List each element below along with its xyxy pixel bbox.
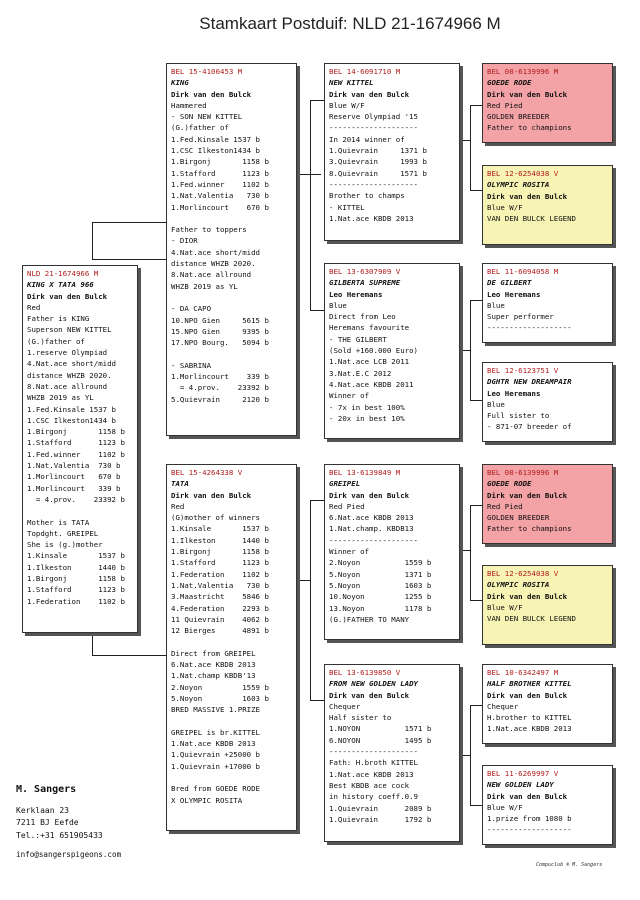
connector [92, 630, 93, 655]
pigeon-name: HALF BROTHER KITTEL [487, 679, 572, 689]
connector [460, 755, 470, 756]
pedigree-line: -------------------- [329, 535, 418, 545]
pigeon-name: TATA [171, 479, 189, 489]
pedigree-line: - 871-07 breeder of [487, 422, 572, 432]
connector [310, 100, 324, 101]
pedigree-line: distance WHZB 2020. [171, 259, 256, 269]
pigeon-name: KING [171, 78, 189, 88]
pedigree-line: 1.Quievrain 2089 b [329, 803, 432, 813]
pedigree-line: Brother to champs [329, 191, 405, 201]
pedigree-line: 12 Bierges 4891 b [171, 626, 269, 636]
pedigree-card-grandmother-paternal [324, 263, 460, 439]
pedigree-line: Reserve Olympiad '15 [329, 112, 418, 122]
breeder-name: Leo Heremans [487, 388, 541, 398]
pedigree-line: Father to toppers [171, 225, 247, 235]
pigeon-name: FROM NEW GOLDEN LADY [329, 679, 418, 689]
breeder-name: Leo Heremans [487, 289, 541, 299]
pedigree-line: 1.Birgonj 1158 b [171, 547, 269, 557]
connector [460, 140, 470, 141]
pedigree-line: 1.Quievrain 1792 b [329, 814, 432, 824]
pedigree-line: WHZB 2019 as YL [27, 393, 94, 403]
pedigree-line: in history coeff.0.9 [329, 792, 418, 802]
connector [470, 505, 482, 506]
pedigree-line: H.brother to KITTEL [487, 713, 572, 723]
pedigree-line: 1.Morlincourt 339 b [27, 483, 121, 493]
pedigree-line: 8.Nat.ace allround [27, 381, 108, 391]
ring-number: BEL 13-6139849 M [329, 468, 401, 477]
pedigree-line: 10.NPO Gien 5615 b [171, 315, 269, 325]
pedigree-line: 1.Fed.Kinsale 1537 b [27, 404, 116, 414]
pedigree-line: 4.Federation 2293 b [171, 603, 269, 613]
pedigree-line: BRED MASSIVE 1.PRIZE [171, 705, 260, 715]
pedigree-line: 5.Noyon 1603 b [329, 580, 432, 590]
pedigree-line: Topdght. GREIPEL [27, 528, 99, 538]
breeder-name: Dirk van den Bulck [329, 690, 410, 700]
pigeon-name: NEW KITTEL [329, 78, 374, 88]
owner-block [16, 784, 103, 842]
ring-number: BEL 12-6123751 V [487, 366, 559, 375]
pedigree-line: Blue [487, 399, 505, 409]
ring-number: BEL 15-4264338 V [171, 468, 243, 477]
pedigree-line: -------------------- [329, 123, 418, 133]
connector [470, 600, 482, 601]
breeder-name: Dirk van den Bulck [487, 89, 568, 99]
connector [92, 655, 166, 656]
pedigree-line: 6.Nat.ace KBDB 2013 [171, 660, 256, 670]
breeder-name: Dirk van den Bulck [329, 490, 410, 500]
connector [470, 105, 471, 190]
pedigree-card-grandfather-maternal [324, 464, 460, 640]
pedigree-line: 1.NOYON 1571 b [329, 724, 432, 734]
breeder-name: Dirk van den Bulck [487, 191, 568, 201]
pedigree-line [171, 213, 293, 224]
pedigree-line [171, 772, 293, 783]
pedigree-line: (Sold +160.000 Euro) [329, 346, 418, 356]
pedigree-line: Blue W/F [329, 100, 365, 110]
pedigree-line: Superson NEW KITTEL [27, 325, 112, 335]
pigeon-name: OLYMPIC ROSITA [487, 180, 550, 190]
pedigree-line: 1.Birgonj 1158 b [171, 157, 269, 167]
pedigree-line: Red [171, 501, 185, 511]
pedigree-line: 1.Stafford 1123 b [27, 438, 125, 448]
pedigree-line: Father to champions [487, 524, 572, 534]
pedigree-line: 1.Nat.Valentia 730 b [171, 580, 269, 590]
connector [470, 400, 482, 401]
pedigree-line: 1.Birgonj 1158 b [27, 574, 125, 584]
pedigree-line: 1.Birgonj 1158 b [27, 427, 125, 437]
pedigree-line: -------------------- [329, 747, 418, 757]
pedigree-line: 1.Kinsale 1537 b [27, 551, 125, 561]
ring-number: BEL 11-6094058 M [487, 267, 559, 276]
pedigree-line: 1.CSC Ilkeston1434 b [27, 415, 116, 425]
pedigree-line: Heremans favourite [329, 323, 410, 333]
pedigree-line: 1.Federation 1102 b [171, 569, 269, 579]
pedigree-line: 1.Stafford 1123 b [171, 168, 269, 178]
software-credit: Compuclub ® M. Sangers [536, 862, 603, 868]
pedigree-line: 1.Nat.ace KBDB 2013 [329, 213, 414, 223]
breeder-name: Dirk van den Bulck [329, 89, 410, 99]
pigeon-name: OLYMPIC ROSITA [487, 580, 550, 590]
connector [297, 580, 311, 581]
pedigree-line: (G.)FATHER TO MANY [329, 614, 410, 624]
pedigree-line: Blue W/F [487, 802, 523, 812]
connector [460, 550, 470, 551]
pedigree-line: - KITTEL [329, 202, 365, 212]
pedigree-card-mother [166, 464, 297, 831]
pedigree-line: 1.Nat.ace KBDB 2013 [171, 739, 256, 749]
pedigree-line: Blue W/F [487, 602, 523, 612]
breeder-name: Dirk van den Bulck [171, 89, 252, 99]
pigeon-name: DGHTR NEW DREAMPAIR [487, 377, 572, 387]
pedigree-line: Winner of [329, 391, 370, 401]
connector [460, 350, 470, 351]
pedigree-line: 6.NOYON 1495 b [329, 735, 432, 745]
ring-number: BEL 13-6307909 V [329, 267, 401, 276]
pedigree-line: - SABRINA [171, 360, 212, 370]
pedigree-line: - SON NEW KITTEL [171, 112, 243, 122]
pedigree-line: Super performer [487, 312, 554, 322]
connector [310, 174, 311, 310]
pedigree-card-father [166, 63, 297, 436]
pedigree-line: X OLYMPIC ROSITA [171, 795, 243, 805]
pedigree-line: 1.Ilkeston 1440 b [27, 562, 125, 572]
pedigree-line: 6.Nat.ace KBDB 2013 [329, 513, 414, 523]
pedigree-line: 1.Quievrain +17000 b [171, 761, 260, 771]
pedigree-line: 5.Noyon 1603 b [171, 693, 269, 703]
pedigree-line: - THE GILBERT [329, 334, 387, 344]
pedigree-line: 1.Quievrain +25000 b [171, 750, 260, 760]
pedigree-card-great-grandparent-1 [482, 63, 613, 143]
pedigree-line: 3.Maastricht 5846 b [171, 592, 269, 602]
pigeon-name: GOEDE RODE [487, 479, 532, 489]
owner-address-line-1: Kerklaan 23 [16, 805, 69, 815]
ring-number: BEL 10-6342497 M [487, 668, 559, 677]
pedigree-card-great-grandparent-2 [482, 165, 613, 245]
pedigree-line: 4.Nat.ace short/midd [171, 247, 260, 257]
pedigree-line: 1.Nat.Valentia 730 b [171, 191, 269, 201]
connector [470, 505, 471, 600]
pigeon-name: GREIPEL [329, 479, 361, 489]
pedigree-line: 3.Nat.E.C 2012 [329, 368, 392, 378]
pedigree-line: 1.Stafford 1123 b [27, 585, 125, 595]
breeder-name: Dirk van den Bulck [171, 490, 252, 500]
pedigree-line: (G.)father of [27, 336, 85, 346]
pedigree-line: Blue [487, 300, 505, 310]
pedigree-card-great-grandparent-8 [482, 765, 613, 845]
pedigree-card-grandfather-paternal [324, 63, 460, 241]
pedigree-line: = 4.prov. 23392 b [171, 383, 269, 393]
pedigree-line [171, 636, 293, 647]
pedigree-line: 1.Morlincourt 670 b [171, 202, 269, 212]
pedigree-line [171, 348, 293, 359]
pedigree-line: 1.CSC Ilkeston1434 b [171, 146, 260, 156]
pedigree-line: 1.Fed.Kinsale 1537 b [171, 134, 260, 144]
breeder-name: Dirk van den Bulck [27, 291, 108, 301]
pigeon-name: GILBERTA SUPREME [329, 278, 401, 288]
ring-number: BEL 08-6139996 M [487, 67, 559, 76]
pedigree-line: -------------------- [329, 179, 418, 189]
pedigree-line: GOLDEN BREEDER [487, 112, 550, 122]
ring-number: BEL 13-6139850 V [329, 668, 401, 677]
page-title: Stamkaart Postduif: NLD 21-1674966 M [199, 14, 501, 33]
owner-email: info@sangerspigeons.com [16, 850, 122, 859]
connector [470, 705, 471, 805]
pedigree-line: Direct from Leo [329, 312, 396, 322]
pedigree-line: 1.Ilkeston 1440 b [171, 535, 269, 545]
ring-number: BEL 11-6269997 V [487, 769, 559, 778]
pedigree-card-great-grandparent-5 [482, 464, 613, 544]
pedigree-line: 8.Quievrain 1571 b [329, 168, 427, 178]
pigeon-name: DE GILBERT [487, 278, 532, 288]
pigeon-name: KING X TATA 966 [27, 280, 94, 290]
pedigree-line: Blue W/F [487, 202, 523, 212]
pedigree-line [171, 292, 293, 303]
pedigree-line: Half sister to [329, 713, 392, 723]
connector [310, 100, 311, 174]
connector [92, 222, 166, 223]
connector [92, 259, 166, 260]
connector [297, 174, 321, 175]
breeder-name: Dirk van den Bulck [487, 591, 568, 601]
pedigree-line: 1.reserve Olympiad [27, 348, 108, 358]
connector [310, 500, 311, 700]
pedigree-line: - 20x in best 10% [329, 413, 405, 423]
pedigree-line: 8.Nat.ace allround [171, 270, 252, 280]
breeder-name: Dirk van den Bulck [487, 690, 568, 700]
ring-number: NLD 21-1674966 M [27, 269, 99, 278]
pedigree-line: GOLDEN BREEDER [487, 513, 550, 523]
pedigree-line [171, 716, 293, 727]
pedigree-line: 1.Morlincourt 670 b [27, 472, 121, 482]
pedigree-line: 2.Noyon 1559 b [171, 682, 269, 692]
pedigree-line: Chequer [329, 701, 361, 711]
pedigree-line: 3.Quievrain 1993 b [329, 157, 427, 167]
pedigree-line: 2.Noyon 1559 b [329, 558, 432, 568]
pedigree-line: 1.Nat.champ. KBDB13 [329, 524, 414, 534]
pedigree-line: 1.Fed.winner 1102 b [27, 449, 125, 459]
pedigree-line: 5.Quievrain 2120 b [171, 394, 269, 404]
connector [470, 300, 482, 301]
pedigree-card-pigeon [22, 265, 138, 633]
pedigree-line: Hammered [171, 100, 207, 110]
pedigree-line: 1.Nat.champ KBDB'13 [171, 671, 256, 681]
pedigree-card-great-grandparent-4 [482, 362, 613, 442]
pedigree-line: 1.Kinsale 1537 b [171, 524, 269, 534]
owner-phone: Tel.:+31 651905433 [16, 830, 103, 840]
ring-number: BEL 12-6254038 V [487, 569, 559, 578]
pedigree-line: 4.Nat.ace KBDB 2011 [329, 379, 414, 389]
pedigree-line: 1.Fed.winner 1102 b [171, 179, 269, 189]
pedigree-line: ------------------- [487, 825, 572, 835]
pedigree-line: Red [27, 302, 41, 312]
pedigree-line: Father to champions [487, 123, 572, 133]
pedigree-line [27, 505, 134, 516]
breeder-name: Leo Heremans [329, 289, 383, 299]
pedigree-line: = 4.prov. 23392 b [27, 494, 125, 504]
pedigree-line: 1.Nat.ace LCB 2011 [329, 357, 410, 367]
pedigree-line: (G)mother of winners [171, 513, 260, 523]
pedigree-line: Best KBDB ace cock [329, 780, 410, 790]
pedigree-line: 17.NPO Bourg. 5094 b [171, 338, 269, 348]
pedigree-card-grandmother-maternal [324, 664, 460, 842]
pedigree-line: - DIOR [171, 236, 198, 246]
pedigree-line: 1.Morlincourt 339 b [171, 372, 269, 382]
pedigree-line: 1.Federation 1102 b [27, 596, 125, 606]
pedigree-line: 5.Noyon 1371 b [329, 569, 432, 579]
pedigree-line: Red Pied [329, 501, 365, 511]
connector [470, 105, 482, 106]
pedigree-line: WHZB 2019 as YL [171, 281, 238, 291]
pedigree-line: 1.Quievrain 1371 b [329, 146, 427, 156]
pedigree-card-great-grandparent-3 [482, 263, 613, 343]
pedigree-card-great-grandparent-6 [482, 565, 613, 645]
connector [310, 700, 324, 701]
pedigree-line: Mother is TATA [27, 517, 90, 527]
pedigree-line: Bred from GOEDE RODE [171, 784, 260, 794]
pedigree-line: VAN DEN BULCK LEGEND [487, 614, 576, 624]
ring-number: BEL 08-6139996 M [487, 468, 559, 477]
pedigree-line: 4.Nat.ace short/midd [27, 359, 116, 369]
pedigree-line: 1.Nat.ace KBDB 2013 [329, 769, 414, 779]
pedigree-line: 1.Stafford 1123 b [171, 558, 269, 568]
ring-number: BEL 14-6091710 M [329, 67, 401, 76]
pedigree-line: - DA CAPO [171, 304, 212, 314]
ring-number: BEL 12-6254038 V [487, 169, 559, 178]
pedigree-line: Full sister to [487, 411, 550, 421]
pedigree-line: Direct from GREIPEL [171, 648, 256, 658]
owner-address-line-2: 7211 BJ Eefde [16, 818, 79, 827]
pedigree-line: Winner of [329, 547, 370, 557]
pedigree-line: She is (g.)mother [27, 540, 103, 550]
pedigree-line: 10.Noyon 1255 b [329, 592, 432, 602]
pigeon-name: GOEDE RODE [487, 78, 532, 88]
pedigree-line: VAN DEN BULCK LEGEND [487, 214, 576, 224]
connector [310, 500, 324, 501]
pedigree-line: Father is KING [27, 314, 90, 324]
connector [92, 222, 93, 259]
connector [470, 300, 471, 400]
pedigree-line: 1.prize from 1080 b [487, 814, 572, 824]
pedigree-line: 15.NPO Gien 9395 b [171, 326, 269, 336]
connector [470, 805, 482, 806]
pedigree-line: 11 Quievrain 4062 b [171, 614, 269, 624]
pedigree-line: Chequer [487, 701, 519, 711]
pedigree-line: Red Pied [487, 100, 523, 110]
pedigree-line: 13.Noyon 1178 b [329, 603, 432, 613]
ring-number: BEL 15-4100453 M [171, 67, 243, 76]
pedigree-line: ------------------- [487, 323, 572, 333]
breeder-name: Dirk van den Bulck [487, 490, 568, 500]
pedigree-line: Fath: H.broth KITTEL [329, 758, 418, 768]
pedigree-card-great-grandparent-7 [482, 664, 613, 744]
pedigree-line: (G.)father of [171, 123, 229, 133]
connector [310, 310, 324, 311]
pedigree-line: Blue [329, 300, 347, 310]
pedigree-line: 1.Nat.Valentia 730 b [27, 461, 121, 471]
owner-name: M. Sangers [16, 784, 77, 795]
connector [470, 190, 482, 191]
breeder-name: Dirk van den Bulck [487, 791, 568, 801]
pedigree-line: GREIPEL is br.KITTEL [171, 727, 260, 737]
pigeon-name: NEW GOLDEN LADY [487, 780, 554, 790]
connector [470, 705, 482, 706]
pedigree-line: In 2014 winner of [329, 134, 405, 144]
pedigree-line: - 7x in best 100% [329, 402, 405, 412]
pedigree-line: 1.Nat.ace KBDB 2013 [487, 724, 572, 734]
pedigree-line: distance WHZB 2020. [27, 370, 112, 380]
pedigree-line: Red Pied [487, 501, 523, 511]
